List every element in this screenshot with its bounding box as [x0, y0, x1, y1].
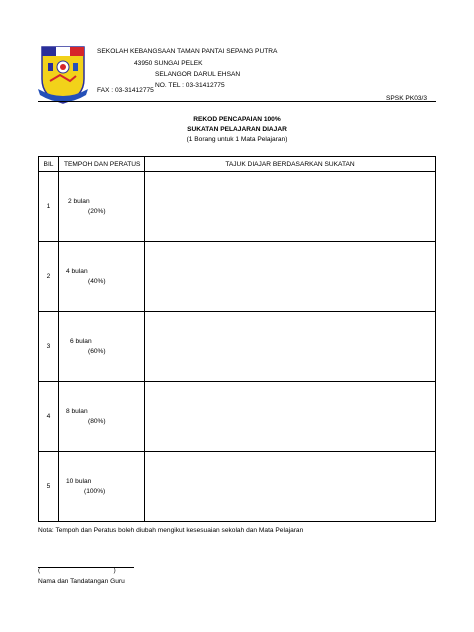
row-tempoh-cell	[59, 172, 145, 242]
signature-bracket: ( )	[38, 567, 116, 574]
table-row	[39, 312, 436, 382]
school-state: SELANGOR DARUL EHSAN	[155, 71, 241, 78]
row-tempoh: 6 bulan	[70, 338, 92, 345]
table-row	[39, 172, 436, 242]
table-header-row	[39, 157, 436, 172]
row-bil: 3	[39, 312, 59, 382]
record-table	[38, 156, 436, 522]
signature-label: Nama dan Tandatangan Guru	[38, 578, 125, 585]
row-peratus: (60%)	[88, 348, 106, 355]
title-line-1: REKOD PENCAPAIAN 100%	[193, 116, 281, 123]
row-bil: 5	[39, 452, 59, 522]
table-row	[39, 382, 436, 452]
row-bil: 1	[39, 172, 59, 242]
school-tel: NO. TEL : 03-31412775	[155, 82, 225, 89]
row-peratus: (100%)	[84, 488, 106, 495]
row-bil: 2	[39, 242, 59, 312]
row-tajuk-cell[interactable]	[145, 452, 436, 522]
row-tempoh: 8 bulan	[66, 408, 88, 415]
row-tempoh-cell	[59, 312, 145, 382]
row-peratus: (80%)	[88, 418, 106, 425]
school-postcode-town: 43950 SUNGAI PELEK	[134, 60, 203, 67]
row-tempoh-cell	[59, 242, 145, 312]
header-divider	[38, 101, 436, 102]
table-row	[39, 452, 436, 522]
row-tempoh-cell	[59, 452, 145, 522]
row-tajuk-cell[interactable]	[145, 172, 436, 242]
header-tempoh: TEMPOH DAN PERATUS	[59, 157, 145, 172]
row-bil: 4	[39, 382, 59, 452]
row-tempoh: 2 bulan	[68, 198, 90, 205]
row-tajuk-cell[interactable]	[145, 312, 436, 382]
title-line-3: (1 Borang untuk 1 Mata Pelajaran)	[186, 136, 288, 143]
table-row	[39, 242, 436, 312]
header-tajuk: TAJUK DIAJAR BERDASARKAN SUKATAN	[145, 157, 436, 172]
row-peratus: (20%)	[88, 208, 106, 215]
document-code: SPSK PK03/3	[386, 95, 428, 102]
row-tempoh: 10 bulan	[66, 478, 92, 485]
row-tajuk-cell[interactable]	[145, 242, 436, 312]
row-tempoh: 4 bulan	[66, 268, 88, 275]
title-line-2: SUKATAN PELAJARAN DIAJAR	[187, 126, 287, 133]
header-bil: BIL	[39, 157, 59, 172]
row-tempoh-cell	[59, 382, 145, 452]
school-crest-logo	[36, 43, 90, 107]
row-peratus: (40%)	[88, 278, 106, 285]
footnote: Nota: Tempoh dan Peratus boleh diubah mengikut kesesuaian sekolah dan Mata Pelajaran	[38, 527, 304, 534]
school-name: SEKOLAH KEBANGSAAN TAMAN PANTAI SEPANG PUTRA	[97, 48, 278, 55]
school-fax: FAX : 03-31412775	[97, 87, 154, 94]
row-tajuk-cell[interactable]	[145, 382, 436, 452]
